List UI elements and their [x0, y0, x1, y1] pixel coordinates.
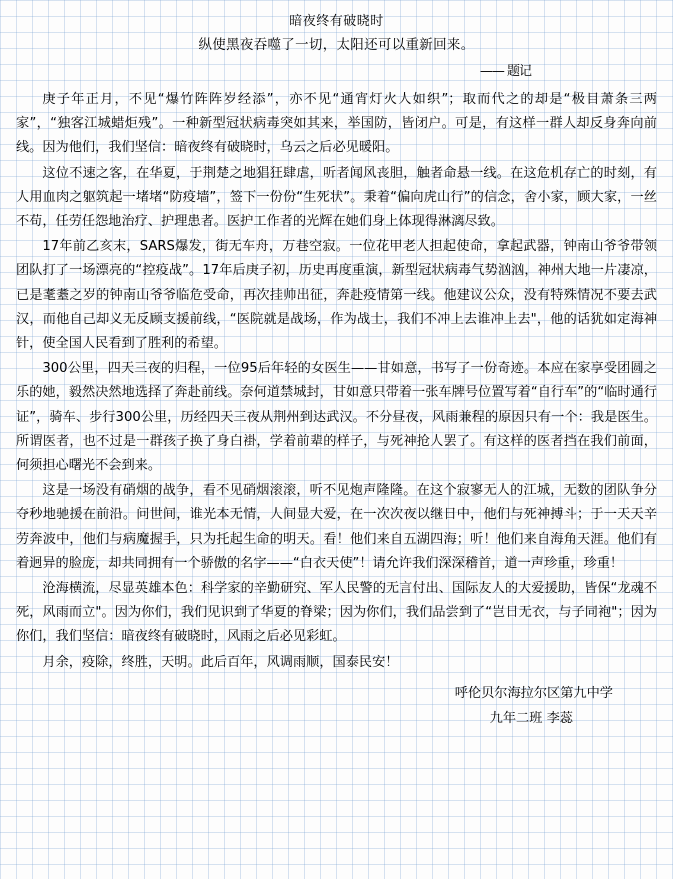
paragraph: 这位不速之客，在华夏，于荆楚之地猖狂肆虐，听者闻风丧胆，触者命悬一线。在这危机存亡的时刻，有人用血肉之躯筑起一堵堵“防疫墙”，签下一份份“生死状”。秉着“偏向虎山行”的信念，舍小家，顾大家，一丝不苟，任劳任怨地治疗、护理患者。医护工作者的光辉在她们身上体现得淋漓尽致。 — [16, 165, 657, 230]
document-subtitle: 纵使黑夜吞噬了一切，太阳还可以重新回来。 — [198, 37, 475, 53]
page-title: 暗夜终有破晓时 — [289, 14, 384, 29]
paragraph: 17年前乙亥末，SARS爆发，街无车舟，万巷空寂。一位花甲老人担起使命，拿起武器，钟南山爷爷带领团队打了一场漂亮的“控疫战”。17年后庚子初，历史再度重演，新型冠状病毒气势汹汹，神州大地一片凄凉，已是耄耋之岁的钟南山爷爷临危受命，再次挂帅出征，奔赴疫情第一线。他建议公众，没有特殊情况不要去武汉，而他自己却义无反顾支援前线，“医院就是战场，作为战士，我们不冲上去谁冲上去"，他的话犹如定海神针，使全国人民看到了胜利的希望。 — [16, 239, 657, 352]
signature-school: 呼伦贝尔海拉尔区第九中学 — [454, 685, 613, 701]
paragraph: 这是一场没有硝烟的战争，看不见硝烟滚滚，听不见炮声隆隆。在这个寂寥无人的江城，无数的团队争分夺秒地驰援在前沿。问世间，谁光本无情，人间显大爱，在一次次夜以继日中，他们与死神搏斗；于一天天辛劳奔波中，他们与病魔握手，只为托起生命的明天。看！他们来自五湖四海；听！他们来自海角天涯。他们有着迥异的脸庞，却共同拥有一个骄傲的名字——“白衣天使”！请允许我们深深稽首，道一声珍重，珍重！ — [16, 483, 657, 571]
epigraph-text: —— 题记 — [479, 64, 531, 79]
paragraph: 月余，疫除，终胜，天明。此后百年，风调雨顺，国泰民安！ — [42, 654, 399, 670]
epigraph — [14, 60, 659, 84]
paragraph: 庚子年正月，不见“爆竹阵阵岁经添”，亦不见“通宵灯火人如织”；取而代之的却是“极目萧条三两家”，“独客江城蜡炬残”。一种新型冠状病毒突如其来，举国防，皆闭户。可是，有这样一群人却反身奔向前线。因为他们，我们坚信：暗夜终有破晓时，乌云之后必见暖阳。 — [16, 92, 657, 156]
paragraph: 300公里，四天三夜的归程，一位95后年轻的女医生——甘如意，书写了一份奇迹。本应在家享受团圆之乐的她，毅然决然地选择了奔赴前线。奈何道禁城封，甘如意只带着一张车牌号位置写着“自行车”的“临时通行证”，骑车、步行300公里，历经四天三夜从荆州到达武汉。不分昼夜，风雨兼程的原因只有一个：我是医生。所谓医者，也不过是一群孩子换了身白褂，学着前辈的样子，与死神抢人罢了。有这样的医者挡在我们前面，何须担心曙光不会到来。 — [16, 361, 657, 474]
paragraph: 沧海横流，尽显英雄本色：科学家的辛勤研究、军人民警的无言付出、国际友人的大爱援助，皆保“龙魂不死，风雨而立"。因为你们，我们见识到了华夏的脊梁；因为你们，我们品尝到了“岂日无衣，与子同袍"；因为你们，我们坚信：暗夜终有破晓时，风雨之后必见彩虹。 — [16, 581, 657, 645]
signature-author: 九年二班 李蕊 — [489, 710, 573, 726]
